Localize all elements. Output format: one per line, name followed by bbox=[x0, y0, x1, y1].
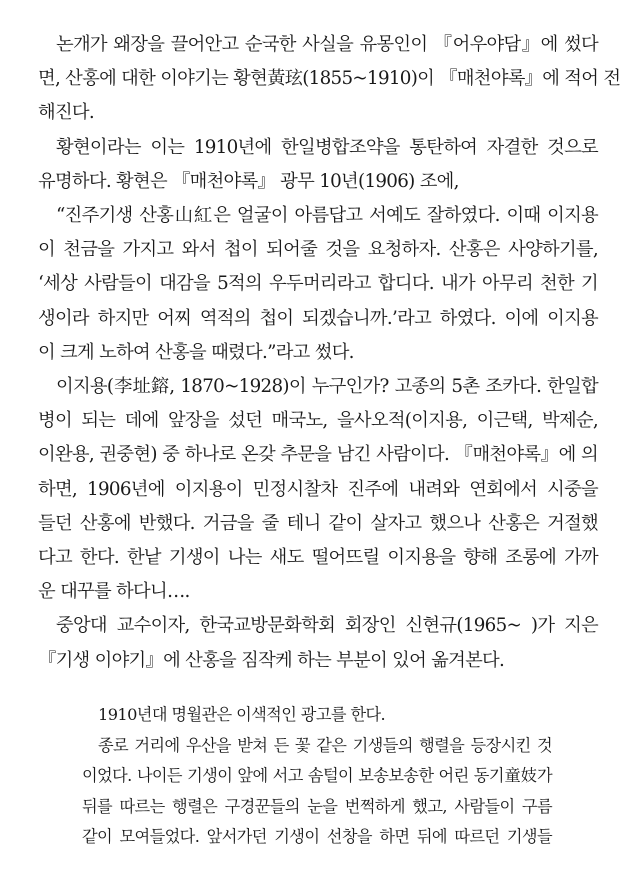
paragraph-line: 『기생 이야기』에 산홍을 짐작케 하는 부분이 있어 옮겨본다. bbox=[38, 649, 505, 671]
paragraph-line: 면, 산홍에 대한 이야기는 황현黃玹(1855~1910)이 『매천야록』에 적어 전 bbox=[38, 68, 621, 90]
paragraph-line: 이지용(李址鎔, 1870~1928)이 누구인가? 고종의 5촌 조카다. 한일합 bbox=[56, 376, 598, 398]
quote-line: 종로 거리에 우산을 받쳐 든 꽃 같은 기생들의 행렬을 등장시킨 것 bbox=[98, 735, 552, 755]
paragraph-line: 중앙대 교수이자, 한국교방문화학회 회장인 신현규(1965~ )가 지은 bbox=[56, 615, 598, 637]
quote-line: 이었다. 나이든 기생이 앞에 서고 솜털이 보송보송한 어린 동기童妓가 bbox=[82, 766, 552, 785]
main-text bbox=[38, 28, 621, 678]
paragraph-line: ‘세상 사람들이 대감을 5적의 우두머리라고 합디다. 내가 아무리 천한 기 bbox=[38, 273, 598, 295]
paragraph-line: 해진다. bbox=[38, 102, 94, 124]
paragraph-line: 논개가 왜장을 끌어안고 순국한 사실을 유몽인이 『어우야담』에 썼다 bbox=[56, 34, 598, 55]
paragraph-line: 다고 한다. 한낱 기생이 나는 새도 떨어뜨릴 이지용을 향해 조롱에 가까 bbox=[38, 547, 598, 569]
paragraph-line: 들던 산홍에 반했다. 거금을 줄 테니 같이 살자고 했으나 산홍은 거절했 bbox=[38, 512, 598, 534]
paragraph-line: 운 대꾸를 하다니…. bbox=[38, 581, 190, 603]
paragraph-line: 병이 되는 데에 앞장을 섰던 매국노, 을사오적(이지용, 이근택, 박제순, bbox=[38, 410, 598, 432]
quote-line: 뒤를 따르는 행렬은 구경꾼들의 눈을 번쩍하게 했고, 사람들이 구름 bbox=[82, 796, 552, 816]
paragraph-line: 이 크게 노하여 산홍을 때렸다.”라고 썼다. bbox=[38, 341, 354, 363]
paragraph-line: “진주기생 산홍山紅은 얼굴이 아름답고 서예도 잘하였다. 이때 이지용 bbox=[56, 205, 598, 227]
quote-line: 1910년대 명월관은 이색적인 광고를 한다. bbox=[98, 705, 386, 724]
paragraph-line: 생이라 하지만 어찌 역적의 첩이 되겠습니까.’라고 하였다. 이에 이지용 bbox=[38, 307, 598, 329]
paragraph-line: 하면, 1906년에 이지용이 민정시찰차 진주에 내려와 연회에서 시중을 bbox=[38, 478, 598, 500]
paragraph-line: 황현이라는 이는 1910년에 한일병합조약을 통탄하여 자결한 것으로 bbox=[56, 136, 598, 158]
paragraph-line: 이 천금을 가지고 와서 첩이 되어줄 것을 요청하자. 산홍은 사양하기를, bbox=[38, 239, 598, 261]
quote-line: 같이 모여들었다. 앞서가던 기생이 선창을 하면 뒤에 따르던 기생들 bbox=[82, 827, 552, 846]
block-quote bbox=[82, 700, 552, 853]
paragraph-line: 유명하다. 황현은 『매천야록』 광무 10년(1906) 조에, bbox=[38, 170, 459, 192]
paragraph-line: 이완용, 권중현) 중 하나로 온갖 추문을 남긴 사람이다. 『매천야록』에 의 bbox=[38, 444, 598, 466]
